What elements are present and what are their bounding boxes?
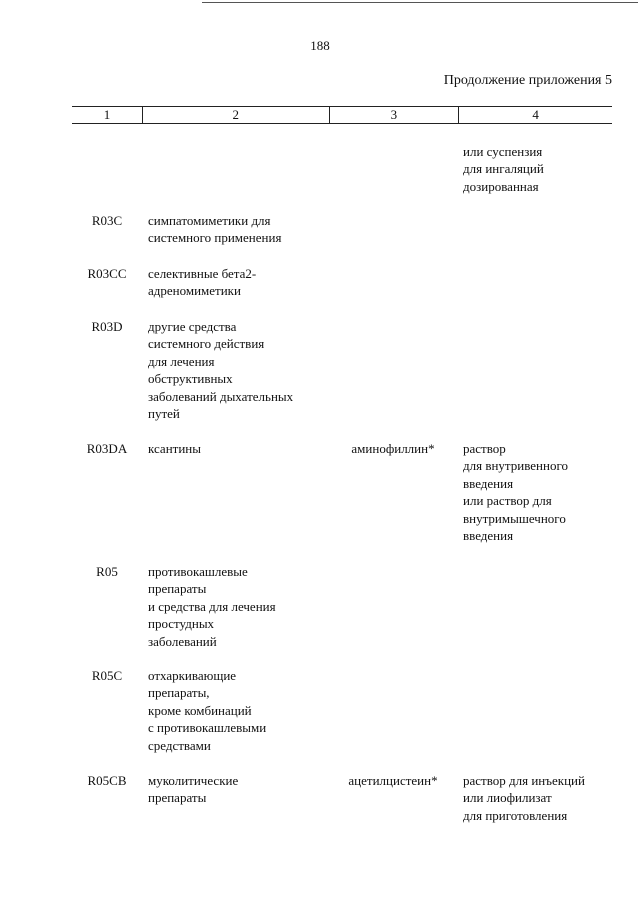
dosage-form: раствор для инъекций или лиофилизат для приготовления [463,773,585,823]
atc-code: R05 [96,564,118,579]
group-name: ксантины [148,441,201,456]
drug-name: аминофиллин* [351,441,435,456]
dosage-form: раствор для внутривенного введения или раствор для внутримышечного введения [463,441,568,544]
atc-code: R05CB [87,773,127,788]
continuation-label: Продолжение приложения 5 [443,73,612,88]
table-header [72,106,612,124]
column-header-2: 2 [142,107,329,123]
group-name: другие средства системного действия для лечения обструктивных заболеваний дыхательных путей [148,319,294,422]
group-name: муколитические препараты [148,773,239,806]
group-name: противокашлевые препараты и средства для лечения простудных заболеваний [148,564,276,649]
dosage-form: или суспензия для ингаляций дозированная [463,144,544,194]
page-number: 188 [310,38,330,53]
column-header-1: 1 [103,107,111,122]
group-name: отхаркивающие препараты, кроме комбинаций с противокашлевыми средствами [148,668,267,753]
column-header-3: 3 [329,107,459,123]
group-name: симпатомиметики для системного применения [148,213,282,246]
drug-name: ацетилцистеин* [348,773,438,788]
column-header-4: 4 [458,107,612,123]
atc-code: R03CC [87,266,127,281]
atc-code: R03D [91,319,123,334]
atc-code: R03DA [86,441,128,456]
atc-code: R05C [91,668,123,683]
group-name: селективные бета2- адреномиметики [148,266,257,299]
top-rule [202,2,638,3]
atc-code: R03C [91,213,123,228]
